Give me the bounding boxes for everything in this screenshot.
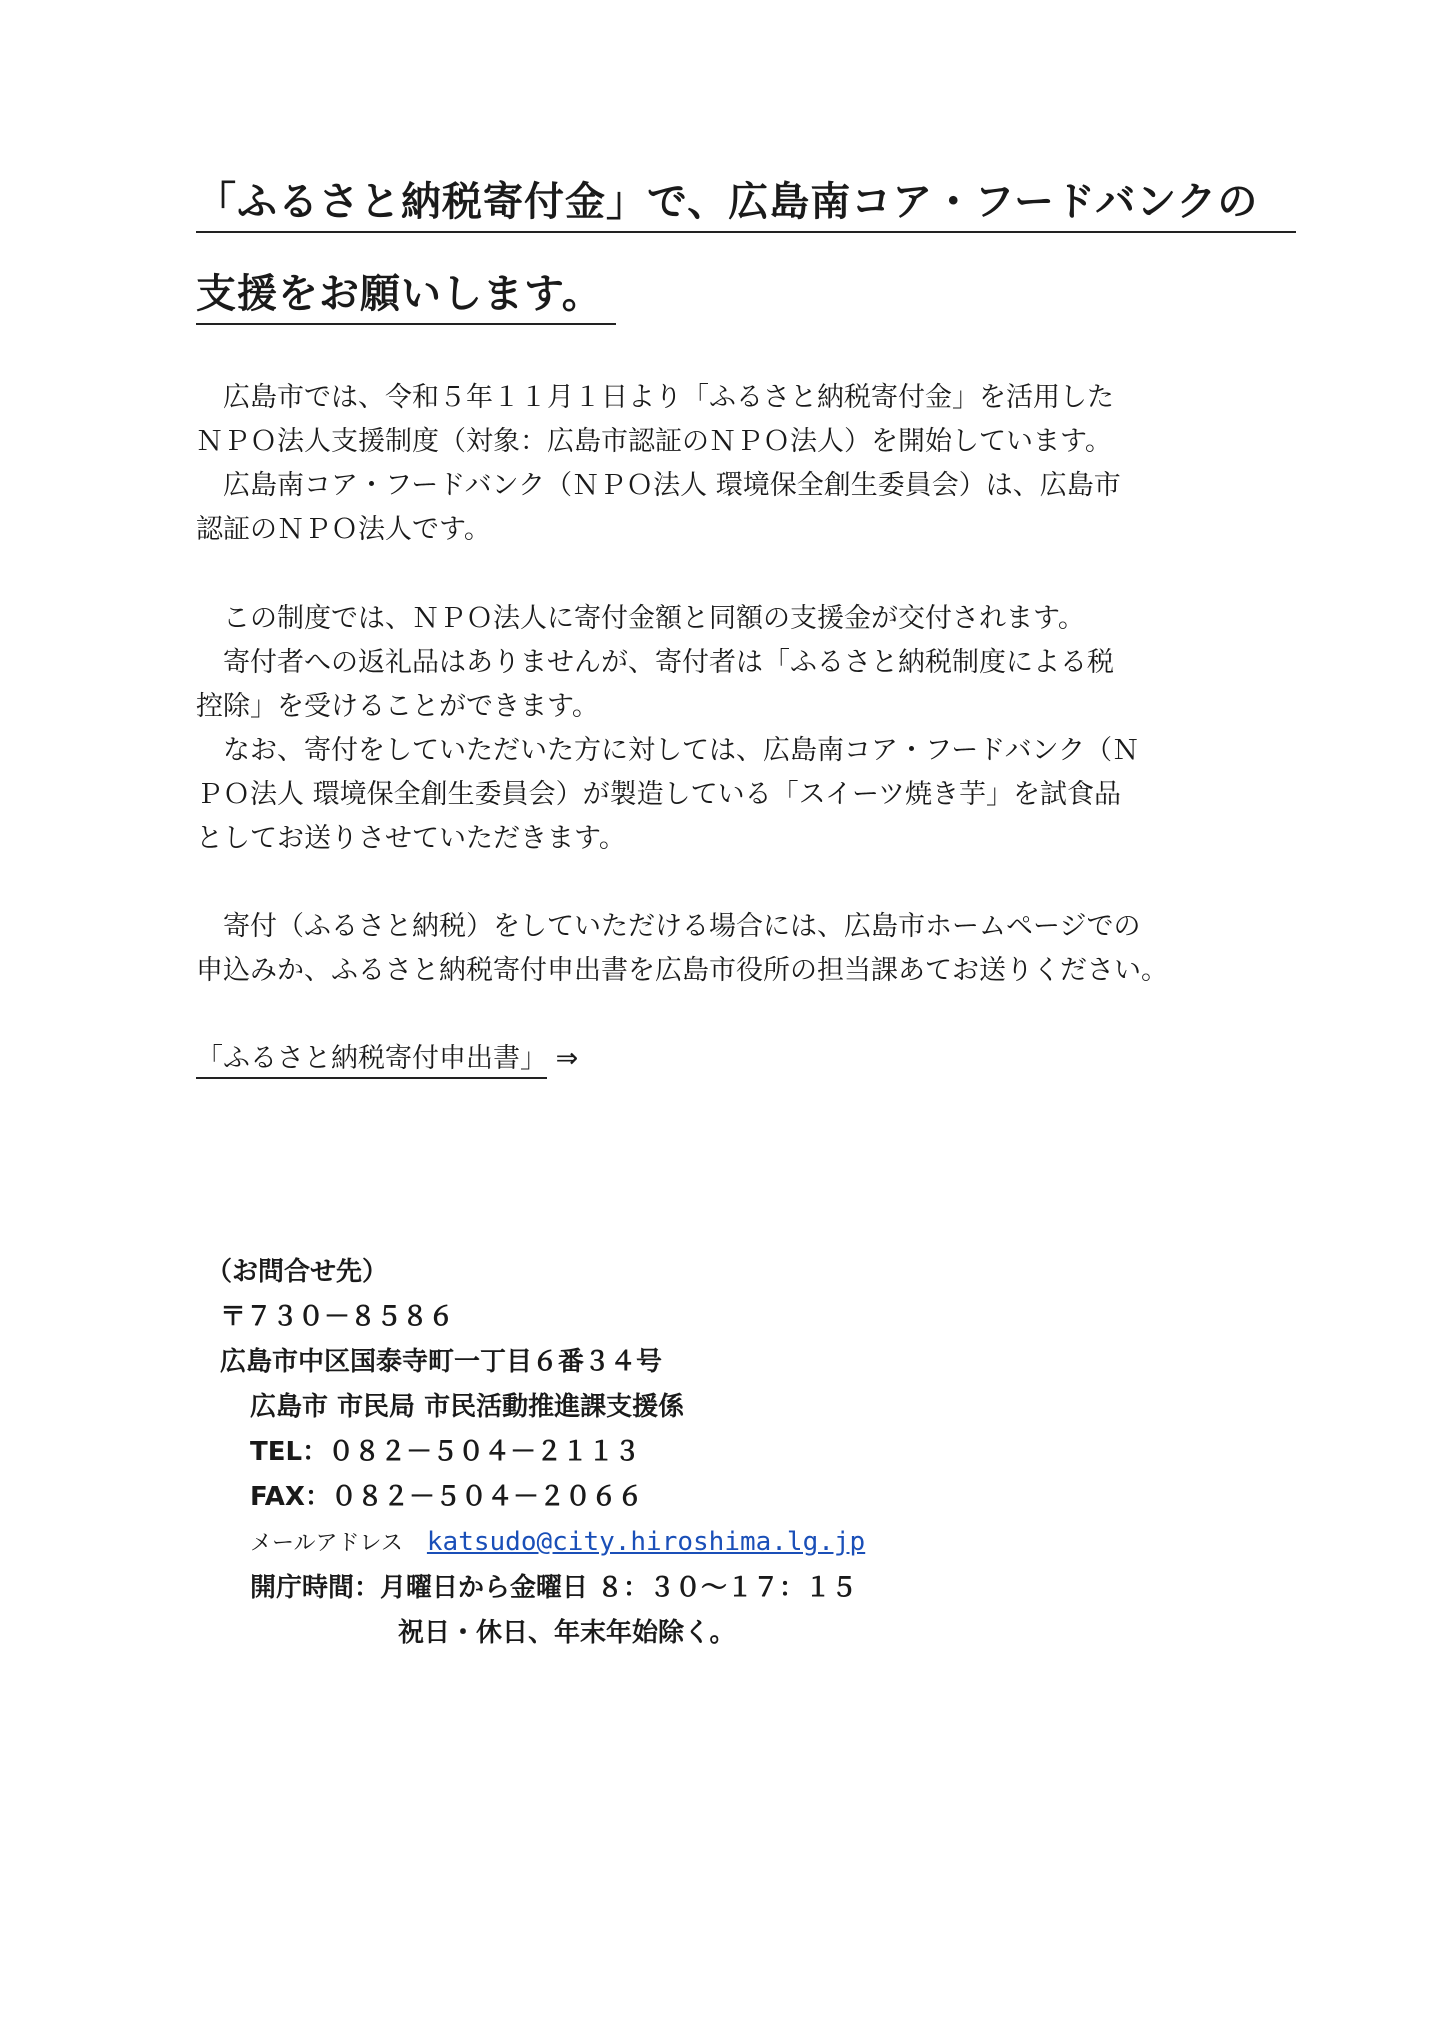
postal-code: 〒７３０－８５８６ — [220, 1302, 455, 1332]
text-line: 広島市では、令和５年１１月１日より「ふるさと納税寄付金」を活用した — [223, 382, 1114, 413]
text-line: 寄付（ふるさと納税）をしていただける場合には、広島市ホームページでの — [223, 911, 1141, 942]
paragraph-program-intro — [196, 376, 1296, 552]
email-row — [206, 1520, 865, 1566]
address: 広島市中区国泰寺町一丁目６番３４号 — [220, 1347, 663, 1377]
text-line: 控除」を受けることができます。 — [196, 691, 599, 722]
tel: TEL：０８２－５０４－２１１３ — [250, 1437, 641, 1467]
donation-form-link[interactable] — [196, 1036, 578, 1075]
email-label: メールアドレス — [250, 1531, 403, 1556]
title-line-1: 「ふるさと納税寄付金」で、広島南コア・フードバンクの — [196, 170, 1296, 233]
text-line: なお、寄付をしていただいた方に対しては、広島南コア・フードバンク（Ｎ — [223, 735, 1140, 766]
text-line: 広島南コア・フードバンク（ＮＰＯ法人 環境保全創生委員会）は、広島市 — [223, 470, 1121, 501]
text-line: ＰＯ法人 環境保全創生委員会）が製造している「スイーツ焼き芋」を試食品 — [196, 779, 1121, 810]
text-line: ＮＰＯ法人支援制度（対象：広島市認証のＮＰＯ法人）を開始しています。 — [196, 426, 1112, 457]
department: 広島市 市民局 市民活動推進課支援係 — [250, 1392, 685, 1422]
text-line: としてお送りさせていただきます。 — [196, 823, 626, 854]
text-line: 申込みか、ふるさと納税寄付申出書を広島市役所の担当課あてお送りください。 — [196, 955, 1168, 986]
right-arrow-icon: ⇒ — [555, 1043, 579, 1074]
text-line: 認証のＮＰＯ法人です。 — [196, 514, 491, 545]
text-line: この制度では、ＮＰＯ法人に寄付金額と同額の支援金が交付されます。 — [223, 603, 1085, 634]
office-hours: 開庁時間：月曜日から金曜日 ８：３０～１７：１５ — [250, 1573, 858, 1603]
contact-heading: （お問合せ先） — [206, 1257, 389, 1287]
paragraph-system-details — [196, 597, 1296, 861]
contact-block — [206, 1250, 865, 1656]
email-link[interactable]: katsudo@city.hiroshima.lg.jp — [426, 1527, 866, 1557]
fax: FAX：０８２－５０４－２０６６ — [250, 1482, 643, 1512]
paragraph-how-to-donate — [196, 905, 1296, 993]
donation-form-link-label[interactable]: 「ふるさと納税寄付申出書」 — [196, 1043, 547, 1079]
closed-days: 祝日・休日、年末年始除く。 — [398, 1618, 736, 1648]
title-line-2: 支援をお願いします。 — [196, 262, 616, 325]
text-line: 寄付者への返礼品はありませんが、寄付者は「ふるさと納税制度による税 — [223, 647, 1114, 678]
